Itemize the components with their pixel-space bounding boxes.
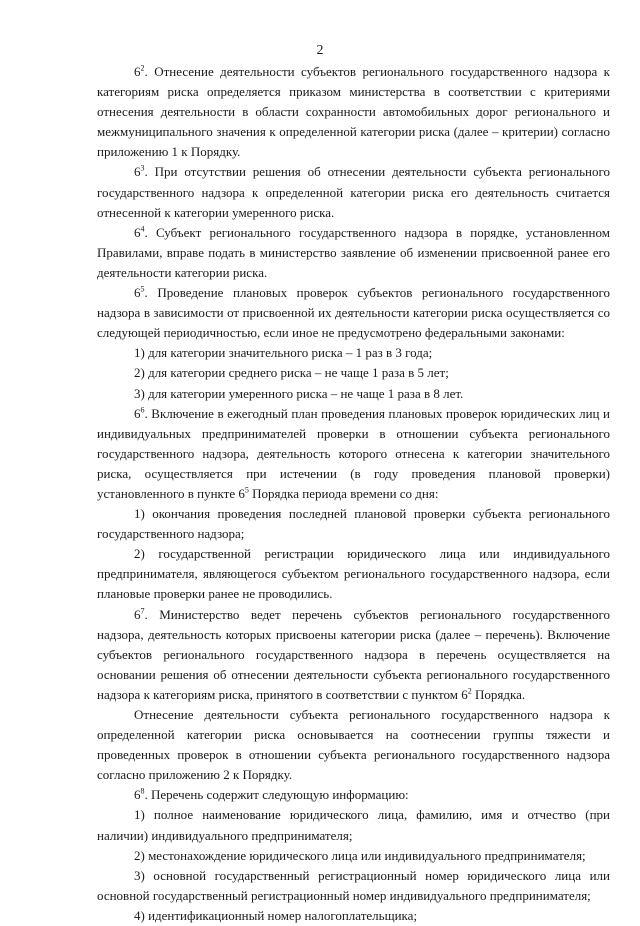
list-item: 2) местонахождение юридического лица или индивидуального предпринимателя; (134, 847, 586, 863)
page-number: 2 (316, 43, 324, 58)
list-item: 4) идентификационный номер налогоплательщика; (134, 907, 418, 923)
paragraph-6-8: $6^8$. Перечень содержит следующую информацию: (134, 787, 409, 803)
paragraph-6-3: $6^3$. При отсутствии решения об отнесении деятельности субъекта регионального государственного надзора к определенной категории риска его деятельность считается отнесенной к категории умеренного риска. (97, 164, 610, 220)
paragraph-6-7: $6^7$. Министерство ведет перечень субъектов регионального государственного надзора, деятельность которых присвоены категории риска (далее – перечень). Включение субъектов регионального государственного надзора в перечень осуществляется на основании решения об отнесении деятельности субъекта регионального государственного надзора к категориям риска, принятого в соответствии с пунктом $6^2$ Порядка. (97, 606, 610, 702)
paragraph-6-4: $6^4$. Субъект регионального государственного надзора в порядке, установленном Правилами, вправе подать в министерство заявление об изменении присвоенной ранее его деятельности категории риска. (97, 224, 610, 280)
list-item: 1) окончания проведения последней плановой проверки субъекта регионального государственного надзора; (97, 506, 610, 542)
list-item: 2) для категории среднего риска – не чаще 1 раза в 5 лет; (134, 365, 449, 381)
list-item: 1) полное наименование юридического лица, фамилию, имя и отчество (при наличии) индивидуального предпринимателя; (97, 807, 610, 843)
list-item: 3) для категории умеренного риска – не чаще 1 раза в 8 лет. (134, 385, 464, 401)
paragraph-risk-relation: Отнесение деятельности субъекта регионального государственного надзора к определенной категории риска основывается на соотнесении группы тяжести и проведенных проверок в отношении субъекта регионального государственного надзора согласно приложению 2 к Порядку. (97, 707, 610, 783)
paragraph-6-5: $6^5$. Проведение плановых проверок субъектов регионального государственного надзора в зависимости от присвоенной их деятельности категории риска осуществляется со следующей периодичностью, если иное не предусмотрено федеральными законами: (97, 284, 610, 341)
document-body (97, 62, 610, 926)
list-item: 1) для категории значительного риска – 1 раз в 3 года; (134, 345, 433, 361)
paragraph-6-2: $6^2$. Отнесение деятельности субъектов регионального государственного надзора к категориям риска определяется приказом министерства в соответствии с критериями отнесения деятельности в области сохранности автомобильных дорог регионального и межмуниципального значения к определенной категории риска (далее – критерии) согласно приложению 1 к Порядку. (97, 63, 610, 160)
list-item: 2) государственной регистрации юридического лица или индивидуального предпринимателя, являющегося субъектом регионального государственного надзора, если плановые проверки ранее не проводились. (97, 546, 610, 602)
paragraph-6-6: $6^6$. Включение в ежегодный план проведения плановых проверок юридических лиц и индивидуальных предпринимателей проверки в отношении субъекта регионального государственного надзора, деятельность которого отнесена к категории значительного риска, осуществляется при истечении (в году проведения плановой проверки) установленного в пункте $6^5$ Порядка периода времени со дня: (97, 405, 610, 501)
list-item: 3) основной государственный регистрационный номер юридического лица или основной государственный регистрационный номер индивидуального предпринимателя; (97, 867, 610, 903)
